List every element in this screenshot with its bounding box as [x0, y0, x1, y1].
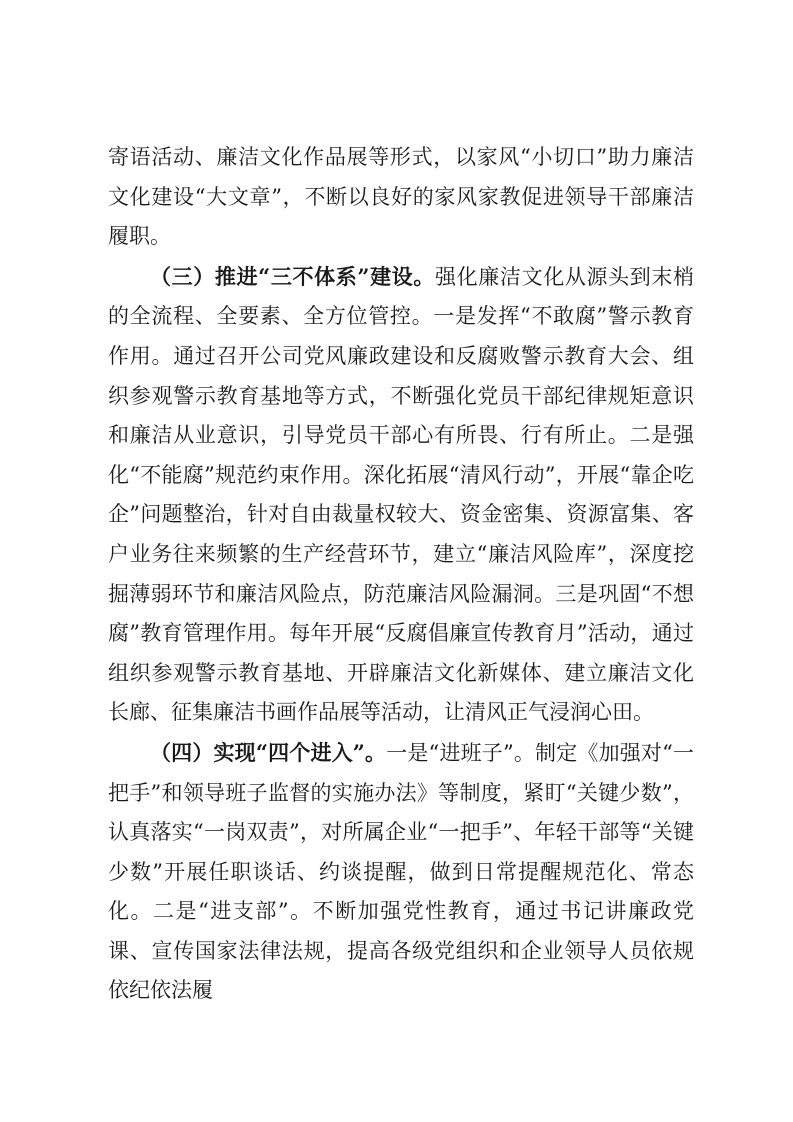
paragraph-section-4 — [108, 733, 694, 1011]
paragraph-text: 寄语活动、廉洁文化作品展等形式，以家风“小切口”助力廉洁文化建设“大文章”，不断以良好的家风家教促进领导干部廉洁履职。 — [108, 145, 694, 249]
paragraph-family-style — [108, 138, 694, 257]
section-3-heading: （三）推进“三不体系”建设。 — [150, 263, 436, 289]
section-4-heading: （四）实现“四个进入”。 — [150, 739, 387, 765]
document-body — [108, 138, 694, 1011]
section-4-body: 一是“进班子”。制定《加强对“一把手”和领导班子监督的实施办法》等制度，紧盯“关键少数”，认真落实“一岗双责”，对所属企业“一把手”、年轻干部等“关键少数”开展任职谈话、约谈提醒，做到日常提醒规范化、常态化。二是“进支部”。不断加强党性教育，通过书记讲廉政党课、宣传国家法律法规，提高各级党组织和企业领导人员依规依纪依法履 — [108, 740, 694, 1003]
paragraph-section-3 — [108, 257, 694, 733]
section-3-body: 强化廉洁文化从源头到末梢的全流程、全要素、全方位管控。一是发挥“不敢腐”警示教育作用。通过召开公司党风廉政建设和反腐败警示教育大会、组织参观警示教育基地等方式，不断强化党员干部纪律规矩意识和廉洁从业意识，引导党员干部心有所畏、行有所止。二是强化“不能腐”规范约束作用。深化拓展“清风行动”，开展“靠企吃企”问题整治，针对自由裁量权较大、资金密集、资源富集、客户业务往来频繁的生产经营环节，建立“廉洁风险库”，深度挖掘薄弱环节和廉洁风险点，防范廉洁风险漏洞。三是巩固“不想腐”教育管理作用。每年开展“反腐倡廉宣传教育月”活动，通过组织参观警示教育基地、开辟廉洁文化新媒体、建立廉洁文化长廊、征集廉洁书画作品展等活动，让清风正气浸润心田。 — [108, 264, 694, 725]
